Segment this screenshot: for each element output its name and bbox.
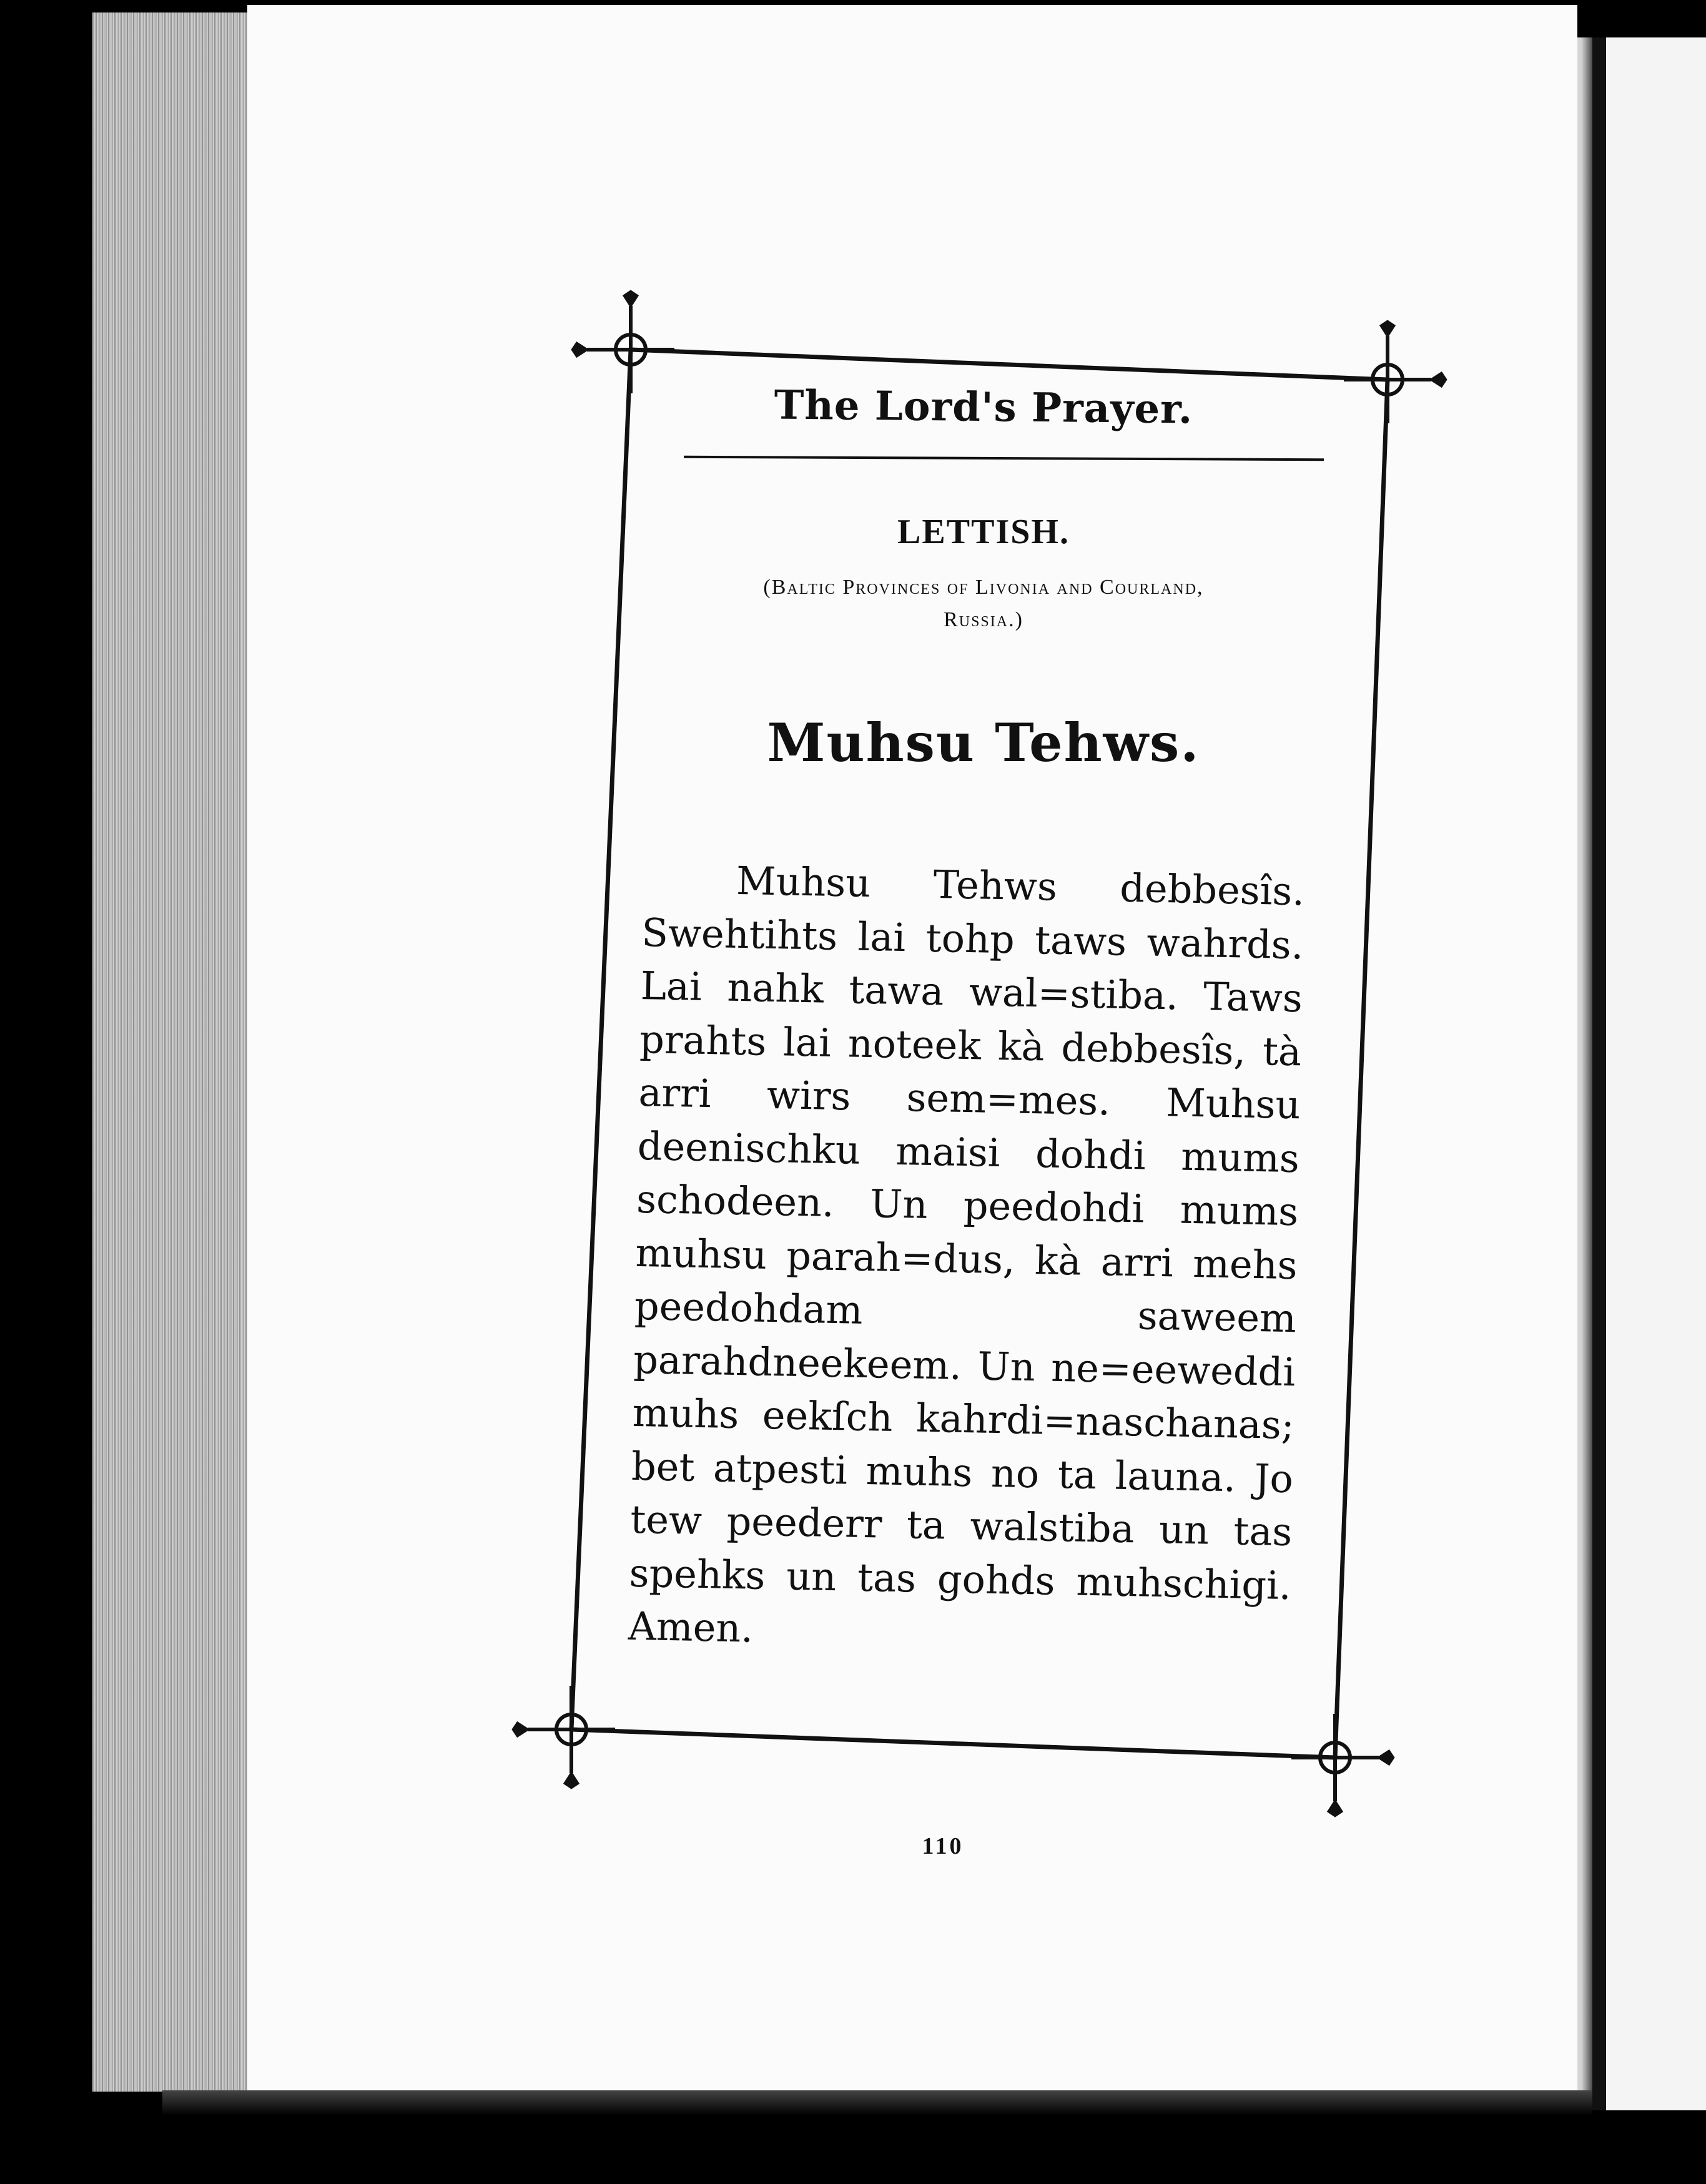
page-bottom-shadow [162,2090,1592,2115]
region-note [662,571,1305,636]
region-note-line-1: (Baltic Provinces of Livonia and Courland, [763,576,1204,599]
prayer-text: Muhsu Tehws debbesîs. Swehtihts lai tohp taws wahrds. Lai nahk tawa wal=stiba. Taws prahts lai noteek kà debbesîs, tà arri wirs sem=mes. Muhsu deenischku maisi dohdi mums schodeen. Un peedohdi mums muhsu parah=dus, kà arri mehs peedohdam saweem parahdneekeem. Un ne=eeweddi muhs eekſch kahrdi=naschanas; bet atpesti muhs no ta launa. Jo tew peederr ta walstiba un tas spehks un tas gohds muhschigi. Amen. [628,857,1305,1651]
book-page-edges [92,12,249,2092]
running-header: The Lord's Prayer. [774,381,1193,433]
prayer-title: Muhsu Tehws. [767,712,1200,774]
facing-page-edge [1592,37,1706,2110]
region-note-line-2: Russia.) [944,608,1023,631]
page-number: 110 [922,1833,964,1859]
language-title: LETTISH. [897,513,1070,551]
